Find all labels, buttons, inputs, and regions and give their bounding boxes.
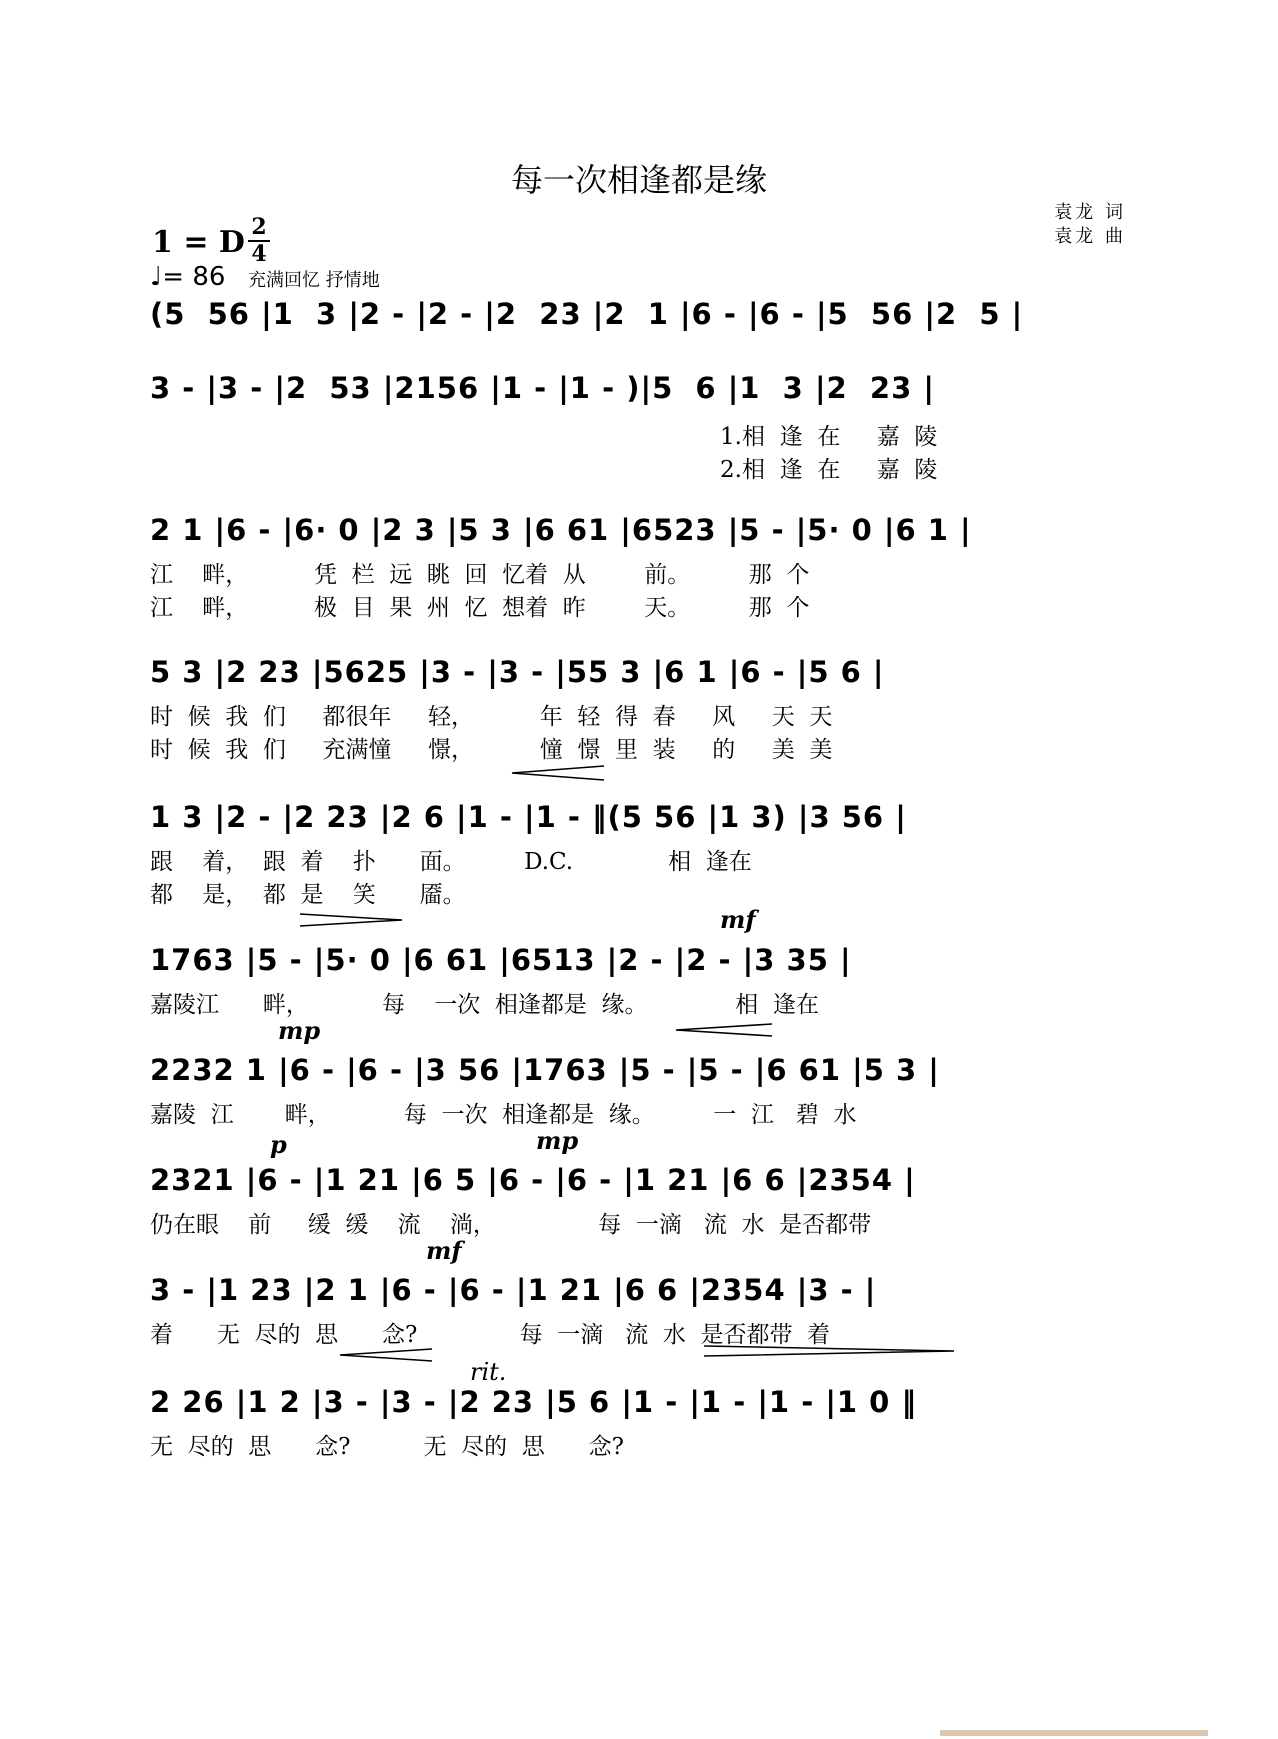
- key-signature: 1 = D: [152, 225, 245, 260]
- ritardando-marking: rit.: [470, 1358, 507, 1386]
- lyrics-row-10: 无 尽的 思 念? 无 尽的 思 念?: [150, 1434, 624, 1460]
- crescendo-hairpin-1: [508, 764, 608, 782]
- lyrics-row-2-verse-1: 1.相 逢 在 嘉 陵: [720, 424, 938, 450]
- time-signature-bottom: 4: [251, 241, 267, 267]
- lyrics-row-8: 仍在眼 前 缓 缓 流 淌， 每 一滴 流 水 是否都带: [150, 1212, 872, 1238]
- tempo-marking: ♩= 86: [150, 262, 226, 292]
- lyrics-row-7: 嘉陵 江 畔， 每 一次 相逢都是 缘。 一 江 碧 水: [150, 1102, 857, 1128]
- song-title: 每一次相逢都是缘: [510, 161, 767, 199]
- notes-row-1: (5 56 |1 3 |2 - |2 - |2 23 |2 1 |6 - |6 - |5 56 |2 5 |: [150, 297, 1024, 331]
- notes-row-9: 3 - |1 23 |2 1 |6 - |6 - |1 21 |6 6 |2354 |3 - |: [150, 1273, 877, 1307]
- notes-row-5: 1 3 |2 - |2 23 |2 6 |1 - |1 - ‖(5 56 |1 3) |3 56 |: [150, 800, 907, 834]
- crescendo-hairpin-2: [672, 1022, 776, 1038]
- lyrics-row-4-verse-1: 时 候 我 们 都很年 轻， 年 轻 得 春 风 天 天: [150, 704, 833, 730]
- expression-marking: 充满回忆 抒情地: [248, 270, 380, 291]
- time-signature-top: 2: [251, 214, 267, 240]
- lyrics-row-3-verse-1: 江 畔， 凭 栏 远 眺 回 忆着 从 前。 那 个: [150, 562, 810, 588]
- dynamic-p: p: [270, 1130, 287, 1159]
- dynamic-mf-2: mf: [426, 1236, 462, 1265]
- notes-row-3: 2 1 |6 - |6· 0 |2 3 |5 3 |6 61 |6523 |5 - |5· 0 |6 1 |: [150, 513, 972, 547]
- dynamic-mp-2: mp: [536, 1126, 579, 1155]
- dynamic-mf-1: mf: [720, 905, 756, 934]
- lyrics-row-2-verse-2: 2.相 逢 在 嘉 陵: [720, 457, 938, 483]
- notes-row-10: 2 26 |1 2 |3 - |3 - |2 23 |5 6 |1 - |1 - |1 - |1 0 ‖: [150, 1385, 917, 1419]
- composer-credit: 袁龙 曲: [1054, 226, 1126, 247]
- notes-row-6: 1763 |5 - |5· 0 |6 61 |6513 |2 - |2 - |3 35 |: [150, 943, 852, 977]
- lyricist-credit: 袁龙 词: [1054, 202, 1126, 223]
- notes-row-8: 2321 |6 - |1 21 |6 5 |6 - |6 - |1 21 |6 6 |2354 |: [150, 1163, 916, 1197]
- notes-row-7: 2232 1 |6 - |6 - |3 56 |1763 |5 - |5 - |6 61 |5 3 |: [150, 1053, 940, 1087]
- lyrics-row-9: 着 无 尽的 思 念? 每 一滴 流 水 是否都带 着: [150, 1322, 831, 1348]
- notes-row-2: 3 - |3 - |2 53 |2156 |1 - |1 - )|5 6 |1 3 |2 23 |: [150, 371, 935, 405]
- lyrics-row-6: 嘉陵江 畔， 每 一次 相逢都是 缘。 相 逢在: [150, 992, 819, 1018]
- lyrics-row-4-verse-2: 时 候 我 们 充满憧 憬， 憧 憬 里 装 的 美 美: [150, 737, 833, 763]
- decrescendo-hairpin-2: [700, 1344, 958, 1358]
- watermark-strip: [940, 1730, 1208, 1736]
- lyrics-row-3-verse-2: 江 畔， 极 目 果 州 忆 想着 昨 天。 那 个: [150, 595, 810, 621]
- lyrics-row-5-verse-2: 都 是， 都 是 笑 靥。: [150, 882, 466, 908]
- time-signature: [246, 216, 272, 266]
- crescendo-hairpin-3: [336, 1347, 436, 1363]
- lyrics-row-5-verse-1: 跟 着， 跟 着 扑 面。 D.C. 相 逢在: [150, 849, 752, 875]
- decrescendo-hairpin-1: [296, 912, 406, 928]
- notes-row-4: 5 3 |2 23 |5625 |3 - |3 - |55 3 |6 1 |6 - |5 6 |: [150, 655, 885, 689]
- dynamic-mp-1: mp: [278, 1016, 321, 1045]
